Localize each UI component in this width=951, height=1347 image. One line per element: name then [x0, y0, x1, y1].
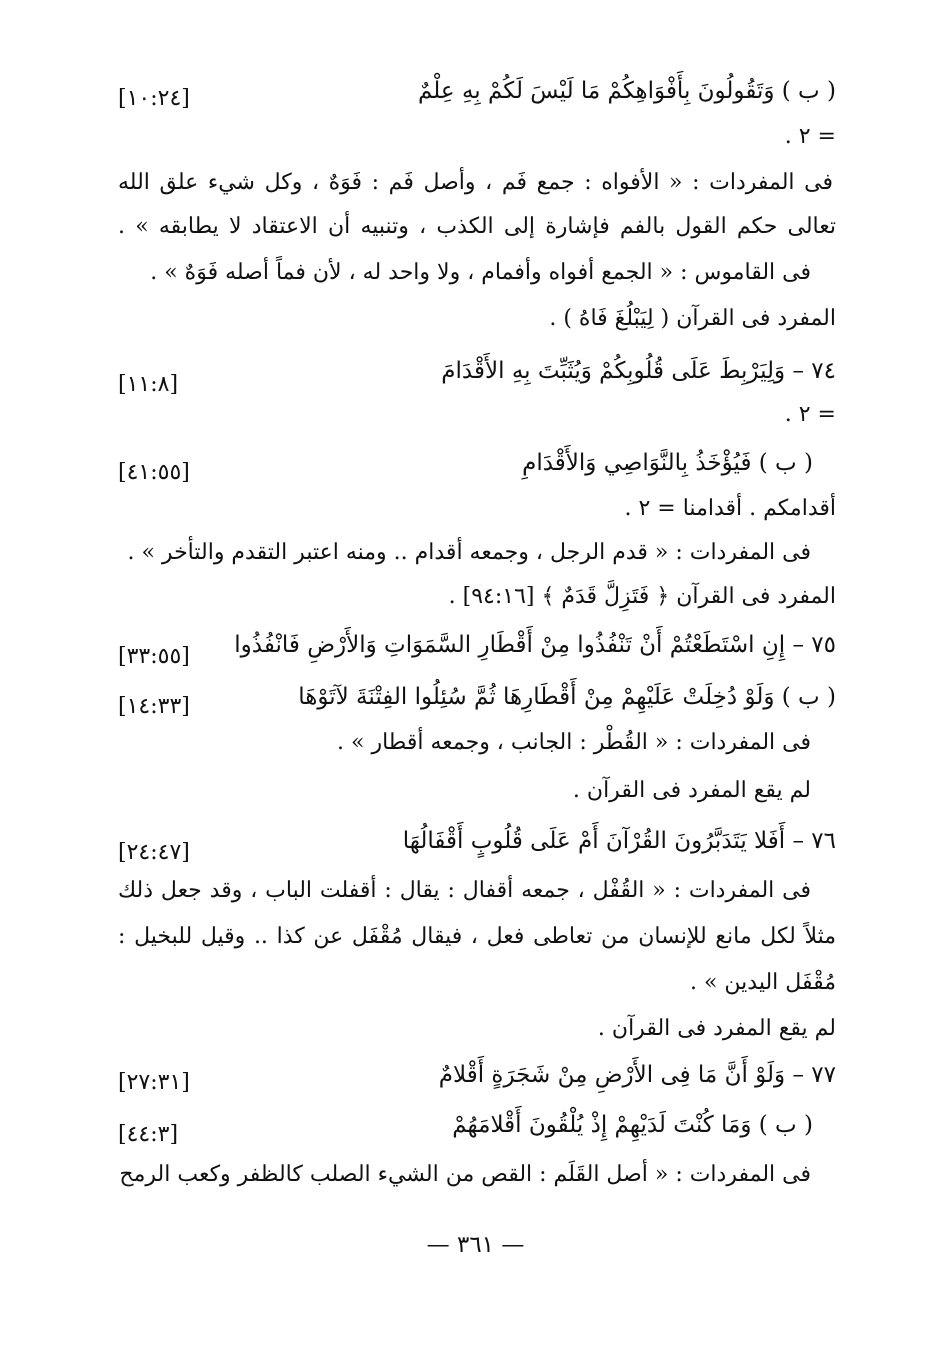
text-line: أقدامكم . أقدامنا = ٢ .	[624, 496, 836, 521]
verse-line: ٧٧ – وَلَوْ أَنَّ مَا فِى الأَرْضِ مِنْ شَجَرَةٍ أَقْلامٌ	[438, 1062, 836, 1088]
text-line: المفرد فى القرآن ﴿ فَتَزِلَّ قَدَمٌ ﴾ [٩٤:١٦] .	[448, 584, 836, 609]
text-line: = ٢ .	[784, 124, 836, 149]
verse-line: ( ب ) وَتَقُولُونَ بِأَفْوَاهِكُمْ مَا لَيْسَ لَكُمْ بِهِ عِلْمٌ	[417, 78, 836, 104]
text-line: فى المفردات : « القُطْر : الجانب ، وجمعه أقطار » .	[337, 730, 811, 755]
verse-reference: [١٠:٢٤]	[118, 86, 190, 111]
verse-reference: [١٤:٣٣]	[118, 694, 190, 719]
verse-line: ( ب ) وَلَوْ دُخِلَتْ عَلَيْهِمْ مِنْ أَقْطَارِهَا ثُمَّ سُئِلُوا الفِتْنَةَ لآتَوْهَا	[298, 684, 836, 710]
text-line: فى المفردات : « القُفْل ، جمعه أقفال : يقال : أقفلت الباب ، وقد جعل ذلك	[118, 878, 811, 903]
verse-line: ( ب ) وَمَا كُنْتَ لَدَيْهِمْ إِذْ يُلْقُونَ أَقْلامَهُمْ	[452, 1112, 813, 1138]
text-line: المفرد فى القرآن ( لِيَبْلُغَ فَاهُ ) .	[549, 306, 836, 331]
verse-reference: [٢٧:٣١]	[118, 1070, 190, 1095]
text-line: فى المفردات : « أصل القَلَم : القص من الشيء الصلب كالظفر وكعب الرمح	[119, 1162, 811, 1187]
text-line: مُقْفَل اليدين » .	[689, 970, 836, 995]
verse-line: ٧٥ – إِنِ اسْتَطَعْتُمْ أَنْ تَنْفُذُوا مِنْ أَقْطَارِ السَّمَوَاتِ وَالأَرْضِ فَانْفُذُوا	[234, 632, 836, 658]
text-line: فى القاموس : « الجمع أفواه وأفمام ، ولا واحد له ، لأن فماً أصله فَوَهٌ » .	[150, 260, 811, 285]
text-line: فى المفردات : « الأفواه : جمع فَم ، وأصل فَم : فَوَهٌ ، وكل شيء علق الله	[118, 170, 833, 195]
verse-line: ٧٤ – وَلِيَرْبِطَ عَلَى قُلُوبِكُمْ وَيُثَبِّتَ بِهِ الأَقْدَامَ	[441, 358, 836, 384]
verse-line: ( ب ) فَيُؤْخَذُ بِالنَّوَاصِي وَالأَقْدَامِ	[522, 450, 813, 476]
verse-reference: [٤٤:٣]	[118, 1122, 179, 1147]
text-line: لم يقع المفرد فى القرآن .	[572, 778, 811, 803]
verse-reference: [١١:٨]	[118, 372, 179, 397]
text-line: = ٢ .	[784, 402, 836, 427]
verse-line: ٧٦ – أَفَلا يَتَدَبَّرُونَ القُرْآنَ أَمْ عَلَى قُلُوبٍ أَقْفَالُهَا	[402, 828, 836, 854]
verse-reference: [٢٤:٤٧]	[118, 840, 190, 865]
text-line: مثلاً لكل مانع للإنسان من تعاطى فعل ، فيقال مُقْفَل عن كذا .. وقيل للبخيل :	[118, 924, 836, 949]
verse-reference: [٤١:٥٥]	[118, 460, 190, 485]
text-line: تعالى حكم القول بالفم فإشارة إلى الكذب ، وتنبيه أن الاعتقاد لا يطابقه » .	[118, 214, 836, 239]
verse-reference: [٣٣:٥٥]	[118, 644, 190, 669]
text-line: فى المفردات : « قدم الرجل ، وجمعه أقدام .. ومنه اعتبر التقدم والتأخر » .	[127, 540, 811, 565]
page-number: — ٣٦١ —	[426, 1232, 525, 1258]
text-line: لم يقع المفرد فى القرآن .	[597, 1016, 836, 1041]
